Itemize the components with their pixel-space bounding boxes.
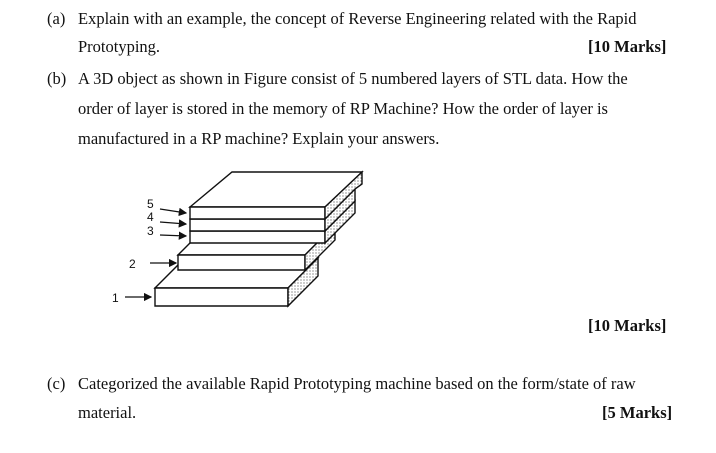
question-c-line-2: material. [78, 403, 137, 422]
arrow-layer-4 [160, 222, 186, 224]
question-b-label: (b) [47, 69, 67, 88]
question-b-line-2: order of layer is stored in the memory of RP Machine? How the order of layer is [78, 99, 608, 118]
layer-number-5: 5 [147, 197, 154, 211]
question-c-marks: [5 Marks] [602, 403, 673, 422]
question-a-marks: [10 Marks] [588, 37, 667, 56]
question-c-label: (c) [47, 374, 66, 393]
layer-number-2: 2 [129, 257, 136, 271]
question-a-line-1: Explain with an example, the concept of Reverse Engineering related with the Rapid [78, 9, 637, 28]
layer-number-3: 3 [147, 224, 154, 238]
layer-number-4: 4 [147, 210, 154, 224]
arrow-layer-3 [160, 235, 186, 236]
arrow-layer-5 [160, 209, 186, 213]
layer-number-1: 1 [112, 291, 119, 305]
question-b-line-3: manufactured in a RP machine? Explain your answers. [78, 129, 440, 148]
question-b-marks: [10 Marks] [588, 316, 667, 335]
question-a-line-2: Prototyping. [78, 37, 161, 56]
question-a-label: (a) [47, 9, 66, 28]
question-c-line-1: Categorized the available Rapid Prototyping machine based on the form/state of raw [78, 374, 636, 393]
question-b-line-1: A 3D object as shown in Figure consist of 5 numbered layers of STL data. How the [78, 69, 628, 88]
